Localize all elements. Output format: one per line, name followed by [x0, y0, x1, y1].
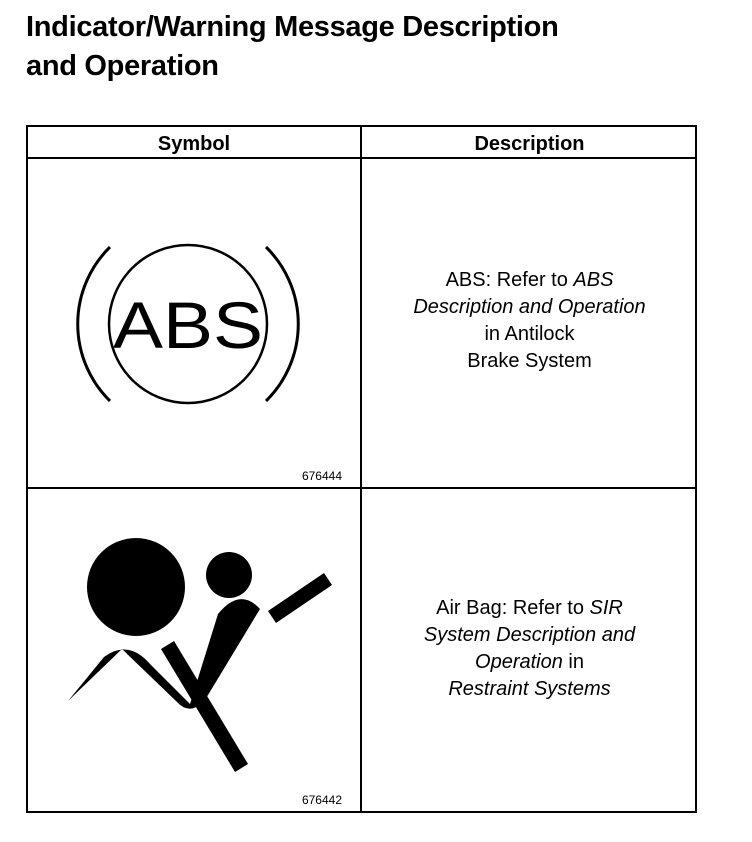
page-title-line-1: Indicator/Warning Message Description	[26, 11, 559, 43]
indicator-table	[26, 125, 697, 813]
abs-warning-icon	[28, 159, 358, 487]
symbol-cell-abs	[28, 159, 362, 489]
page-title	[26, 8, 558, 86]
abs-icon-text: ABS	[113, 288, 263, 362]
figure-number: 676442	[301, 793, 342, 807]
figure-number: 676444	[301, 469, 342, 483]
header-symbol: Symbol	[28, 127, 362, 159]
description-text: ABS: Refer to ABS Description and Operation in Antilock Brake System	[413, 269, 646, 372]
page-title-line-2: and Operation	[26, 50, 219, 82]
symbol-cell-airbag	[28, 489, 362, 811]
airbag-warning-icon	[28, 489, 358, 809]
description-cell-abs	[362, 159, 697, 489]
description-text: Air Bag: Refer to SIR System Description and Operation in Restraint Systems	[423, 597, 636, 700]
header-description: Description	[362, 127, 697, 159]
description-cell-airbag	[362, 489, 697, 811]
